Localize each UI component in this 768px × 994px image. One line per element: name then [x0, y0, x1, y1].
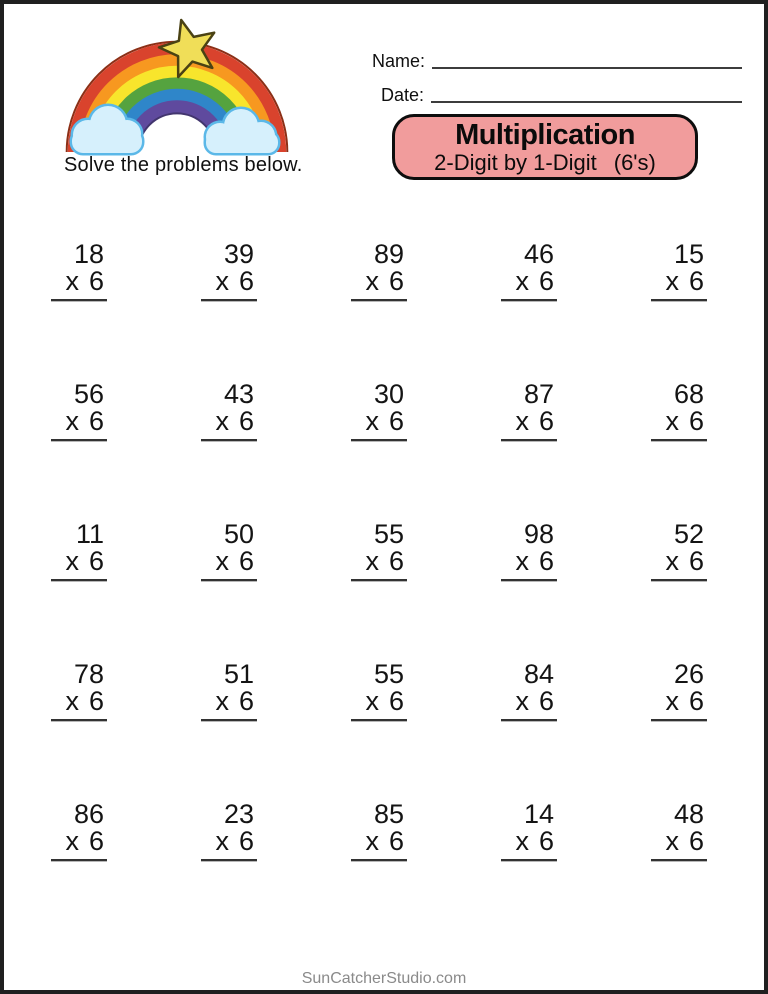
problem-multiplier-row	[351, 408, 407, 435]
multiplication-problem	[51, 661, 107, 721]
multiply-operator: x	[365, 406, 379, 436]
name-blank-line	[432, 67, 742, 69]
multiplication-problem	[501, 521, 557, 581]
multiply-operator: x	[365, 686, 379, 716]
multiplication-problem	[351, 801, 407, 861]
multiplier-value: 6	[238, 546, 254, 576]
multiply-operator: x	[215, 686, 229, 716]
answer-line	[351, 439, 407, 441]
multiply-operator: x	[215, 406, 229, 436]
multiplier-value: 6	[688, 686, 704, 716]
multiplier-value: 6	[538, 686, 554, 716]
multiply-operator: x	[515, 266, 529, 296]
multiplication-problem	[51, 381, 107, 441]
multiplication-problem	[651, 521, 707, 581]
multiplication-problem	[651, 801, 707, 861]
multiplication-problem	[651, 661, 707, 721]
worksheet-title: Multiplication	[455, 118, 635, 151]
multiplication-problem	[51, 521, 107, 581]
multiplier-value: 6	[388, 546, 404, 576]
problem-operand: 78	[73, 659, 104, 689]
multiply-operator: x	[65, 406, 79, 436]
answer-line	[201, 299, 257, 301]
multiplication-problem	[651, 381, 707, 441]
problem-operand: 85	[373, 799, 404, 829]
answer-line	[51, 859, 107, 861]
problem-multiplier-row	[51, 828, 107, 855]
answer-line	[51, 579, 107, 581]
multiplication-problem	[501, 381, 557, 441]
answer-line	[351, 859, 407, 861]
problem-multiplier-row	[51, 268, 107, 295]
answer-line	[651, 579, 707, 581]
footer-credit: SunCatcherStudio.com	[301, 970, 467, 987]
multiplier-value: 6	[88, 406, 104, 436]
problem-operand: 86	[73, 799, 104, 829]
multiplication-problem	[651, 241, 707, 301]
multiply-operator: x	[365, 826, 379, 856]
answer-line	[651, 719, 707, 721]
multiplier-value: 6	[688, 826, 704, 856]
problem-operand: 30	[373, 379, 404, 409]
multiplier-value: 6	[688, 266, 704, 296]
problem-multiplier-row	[501, 548, 557, 575]
problem-multiplier-row	[651, 828, 707, 855]
name-label: Name:	[372, 51, 426, 71]
multiplication-problem	[201, 241, 257, 301]
date-blank-line	[431, 101, 742, 103]
answer-line	[501, 859, 557, 861]
worksheet-subtitle	[434, 150, 656, 175]
problem-operand: 84	[523, 659, 554, 689]
multiplier-value: 6	[238, 826, 254, 856]
problem-operand: 18	[73, 239, 104, 269]
answer-line	[51, 439, 107, 441]
problem-multiplier-row	[201, 688, 257, 715]
title-badge	[392, 114, 698, 180]
multiply-operator: x	[65, 266, 79, 296]
problem-operand: 98	[523, 519, 554, 549]
answer-line	[501, 579, 557, 581]
rainbow-graphic	[56, 18, 298, 160]
answer-line	[201, 439, 257, 441]
problem-operand: 52	[673, 519, 704, 549]
problem-operand: 46	[523, 239, 554, 269]
problem-multiplier-row	[351, 828, 407, 855]
multiplier-value: 6	[88, 826, 104, 856]
multiplier-value: 6	[238, 686, 254, 716]
multiplier-value: 6	[688, 546, 704, 576]
multiplier-value: 6	[538, 266, 554, 296]
name-date-block	[372, 44, 742, 112]
multiplier-value: 6	[538, 406, 554, 436]
multiplication-problem	[351, 661, 407, 721]
problem-operand: 43	[223, 379, 254, 409]
problem-multiplier-row	[351, 688, 407, 715]
answer-line	[651, 299, 707, 301]
multiply-operator: x	[665, 266, 679, 296]
date-row	[372, 78, 742, 106]
multiplier-value: 6	[388, 266, 404, 296]
problem-multiplier-row	[501, 408, 557, 435]
answer-line	[501, 719, 557, 721]
multiplier-value: 6	[388, 406, 404, 436]
multiplier-value: 6	[688, 406, 704, 436]
problem-multiplier-row	[201, 268, 257, 295]
problem-multiplier-row	[201, 828, 257, 855]
answer-line	[501, 299, 557, 301]
multiplication-problem	[51, 241, 107, 301]
date-label: Date:	[381, 85, 425, 105]
multiplication-problem	[501, 801, 557, 861]
multiplier-value: 6	[88, 686, 104, 716]
problem-operand: 11	[75, 519, 104, 549]
problem-multiplier-row	[501, 828, 557, 855]
problem-operand: 55	[373, 659, 404, 689]
answer-line	[201, 859, 257, 861]
subtitle-suffix: (6's)	[613, 149, 656, 175]
multiply-operator: x	[65, 826, 79, 856]
multiply-operator: x	[665, 546, 679, 576]
multiply-operator: x	[515, 686, 529, 716]
multiplication-problem	[201, 661, 257, 721]
problem-multiplier-row	[351, 548, 407, 575]
multiply-operator: x	[215, 266, 229, 296]
problem-multiplier-row	[651, 408, 707, 435]
answer-line	[501, 439, 557, 441]
rainbow-svg	[56, 18, 298, 160]
answer-line	[201, 719, 257, 721]
problem-operand: 50	[223, 519, 254, 549]
multiplier-value: 6	[238, 406, 254, 436]
multiplier-value: 6	[88, 546, 104, 576]
multiplication-problem	[501, 241, 557, 301]
problem-operand: 68	[673, 379, 704, 409]
problem-operand: 51	[223, 659, 254, 689]
problem-operand: 48	[673, 799, 704, 829]
answer-line	[651, 439, 707, 441]
problem-operand: 87	[523, 379, 554, 409]
problem-multiplier-row	[51, 548, 107, 575]
problem-operand: 14	[523, 799, 554, 829]
multiplier-value: 6	[388, 686, 404, 716]
problem-multiplier-row	[201, 408, 257, 435]
problem-operand: 15	[673, 239, 704, 269]
multiply-operator: x	[665, 826, 679, 856]
multiplier-value: 6	[88, 266, 104, 296]
problem-multiplier-row	[651, 688, 707, 715]
multiplication-problem	[351, 241, 407, 301]
problem-multiplier-row	[51, 408, 107, 435]
problem-operand: 89	[373, 239, 404, 269]
multiply-operator: x	[665, 686, 679, 716]
problem-multiplier-row	[501, 268, 557, 295]
multiply-operator: x	[65, 686, 79, 716]
answer-line	[51, 299, 107, 301]
problems-grid	[4, 241, 754, 941]
multiply-operator: x	[515, 406, 529, 436]
multiplier-value: 6	[538, 546, 554, 576]
subtitle-text: 2-Digit by 1-Digit	[434, 149, 597, 175]
answer-line	[351, 579, 407, 581]
answer-line	[351, 719, 407, 721]
multiplier-value: 6	[238, 266, 254, 296]
multiply-operator: x	[215, 546, 229, 576]
multiply-operator: x	[515, 826, 529, 856]
multiplication-problem	[351, 381, 407, 441]
multiply-operator: x	[665, 406, 679, 436]
answer-line	[51, 719, 107, 721]
answer-line	[201, 579, 257, 581]
problem-multiplier-row	[201, 548, 257, 575]
problem-multiplier-row	[651, 268, 707, 295]
multiplication-problem	[201, 381, 257, 441]
multiplier-value: 6	[538, 826, 554, 856]
multiplication-problem	[201, 521, 257, 581]
answer-line	[351, 299, 407, 301]
multiply-operator: x	[365, 266, 379, 296]
multiply-operator: x	[515, 546, 529, 576]
multiplication-problem	[51, 801, 107, 861]
multiply-operator: x	[215, 826, 229, 856]
multiplication-problem	[351, 521, 407, 581]
problem-multiplier-row	[501, 688, 557, 715]
multiply-operator: x	[365, 546, 379, 576]
problem-multiplier-row	[51, 688, 107, 715]
problem-operand: 56	[73, 379, 104, 409]
instruction-text: Solve the problems below.	[64, 154, 303, 176]
answer-line	[651, 859, 707, 861]
problem-operand: 26	[673, 659, 704, 689]
multiplication-problem	[501, 661, 557, 721]
problem-operand: 23	[223, 799, 254, 829]
multiply-operator: x	[65, 546, 79, 576]
problem-multiplier-row	[351, 268, 407, 295]
multiplier-value: 6	[388, 826, 404, 856]
name-row	[372, 44, 742, 72]
problem-operand: 55	[373, 519, 404, 549]
problem-operand: 39	[223, 239, 254, 269]
multiplication-problem	[201, 801, 257, 861]
problem-multiplier-row	[651, 548, 707, 575]
